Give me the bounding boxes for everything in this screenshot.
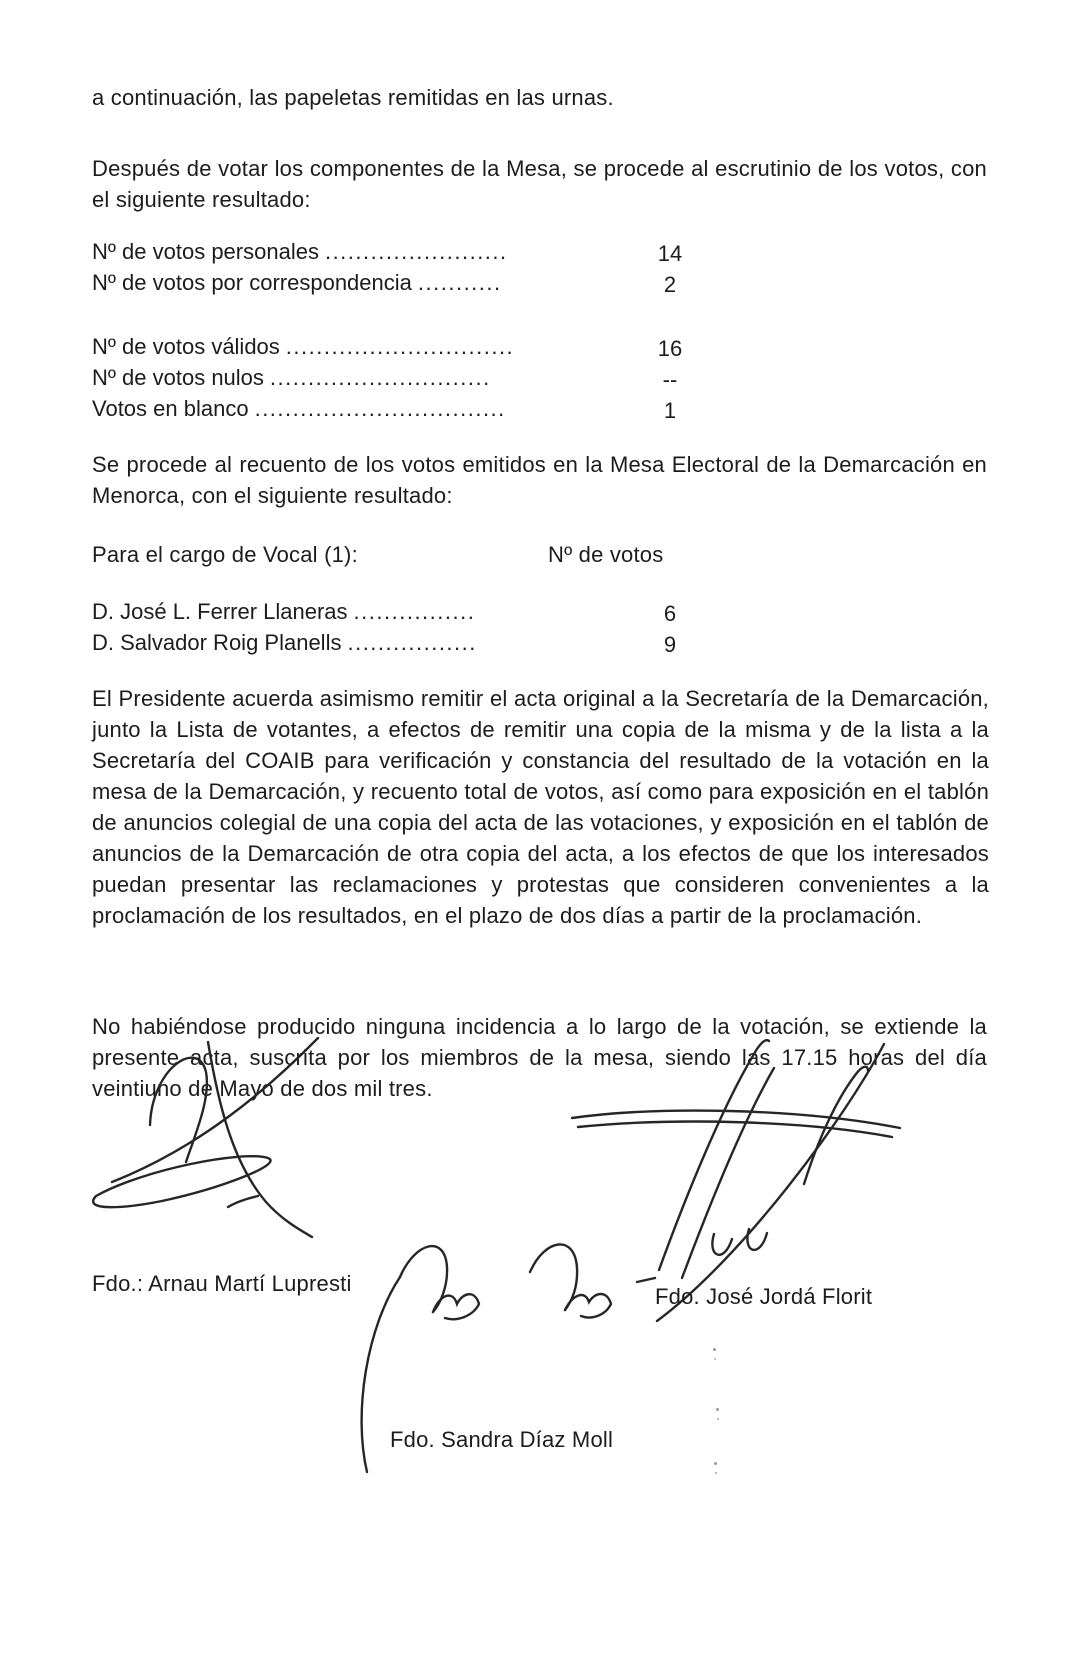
scan-speck xyxy=(714,1462,717,1465)
vote-value: 16 xyxy=(657,336,683,361)
cargo-label: Para el cargo de Vocal (1): xyxy=(92,542,358,567)
paragraph-presidente: El Presidente acuerda asimismo remitir el acta original a la Secretaría de la Demarcación, junto la Lista de votantes, a efectos de remitir una copia de la misma y de la lista a la Secretaría del COAIB para verificación y constancia del resultado de la votación en la mesa de la Demarcación, y recuento total de votos, así como para exposición en el tablón de anuncios colegial de una copia del acta de las votaciones, y exposición en el tablón de anuncios de la Demarcación de otra copia del acta, a los efectos de que los interesados puedan presentar las reclamaciones y protestas que consideren convenientes a la proclamación de los resultados, en el plazo de dos días a partir de la proclamación. xyxy=(92,686,989,928)
dot-leader: ................. xyxy=(347,630,477,655)
vote-value: 2 xyxy=(663,272,677,297)
vote-value: 1 xyxy=(663,398,677,423)
dot-leader: .............................. xyxy=(285,334,515,359)
vote-label: Nº de votos válidos xyxy=(92,334,280,359)
vote-label: Nº de votos personales xyxy=(92,239,319,264)
signature-arnau-marti xyxy=(80,1030,360,1280)
candidate-votes: 9 xyxy=(663,632,677,657)
cargo-header-row xyxy=(92,539,992,570)
dot-leader: ............................. xyxy=(269,365,491,390)
paragraph-incidencias: No habiéndose producido ninguna incidencia a lo largo de la votación, se extiende la presente acta, suscrita por los miembros de la mesa, siendo las 17.15 horas del día veintiuno de Mayo de dos mil tres. xyxy=(92,1014,987,1101)
vote-value: -- xyxy=(662,367,678,392)
vote-value: 14 xyxy=(657,241,683,266)
paragraph-recuento: Se procede al recuento de los votos emitidos en la Mesa Electoral de la Demarcación en Menorca, con el siguiente resultado: xyxy=(92,452,987,508)
vote-label: Nº de votos por correspondencia xyxy=(92,270,412,295)
dot-leader: ................................. xyxy=(254,396,506,421)
dot-leader: ........... xyxy=(417,270,502,295)
candidate-row-ferrer xyxy=(92,596,992,627)
vote-row-correspondencia xyxy=(92,267,992,298)
signature-label-arnau: Fdo.: Arnau Martí Lupresti xyxy=(92,1271,352,1296)
scan-speck xyxy=(713,1348,716,1351)
candidate-name: D. Salvador Roig Planells xyxy=(92,630,342,655)
vote-row-validos xyxy=(92,331,992,362)
candidate-name: D. José L. Ferrer Llaneras xyxy=(92,599,348,624)
scan-speck xyxy=(716,1408,719,1411)
intro-line: a continuación, las papeletas remitidas en las urnas. xyxy=(92,85,614,110)
vote-label: Nº de votos nulos xyxy=(92,365,264,390)
vote-label: Votos en blanco xyxy=(92,396,249,421)
dot-leader: ........................ xyxy=(324,239,508,264)
paragraph-escrutinio: Después de votar los componentes de la Mesa, se procede al escrutinio de los votos, con el siguiente resultado: xyxy=(92,156,987,212)
vote-row-personales xyxy=(92,236,992,267)
signature-label-sandra: Fdo. Sandra Díaz Moll xyxy=(390,1427,614,1452)
dot-leader: ................ xyxy=(353,599,476,624)
candidate-row-roig xyxy=(92,627,992,658)
vote-row-nulos xyxy=(92,362,992,393)
votes-column-header: Nº de votos xyxy=(548,542,664,567)
signature-label-jose: Fdo. José Jordá Florit xyxy=(655,1284,873,1309)
vote-row-blanco xyxy=(92,393,992,424)
candidate-votes: 6 xyxy=(663,601,677,626)
